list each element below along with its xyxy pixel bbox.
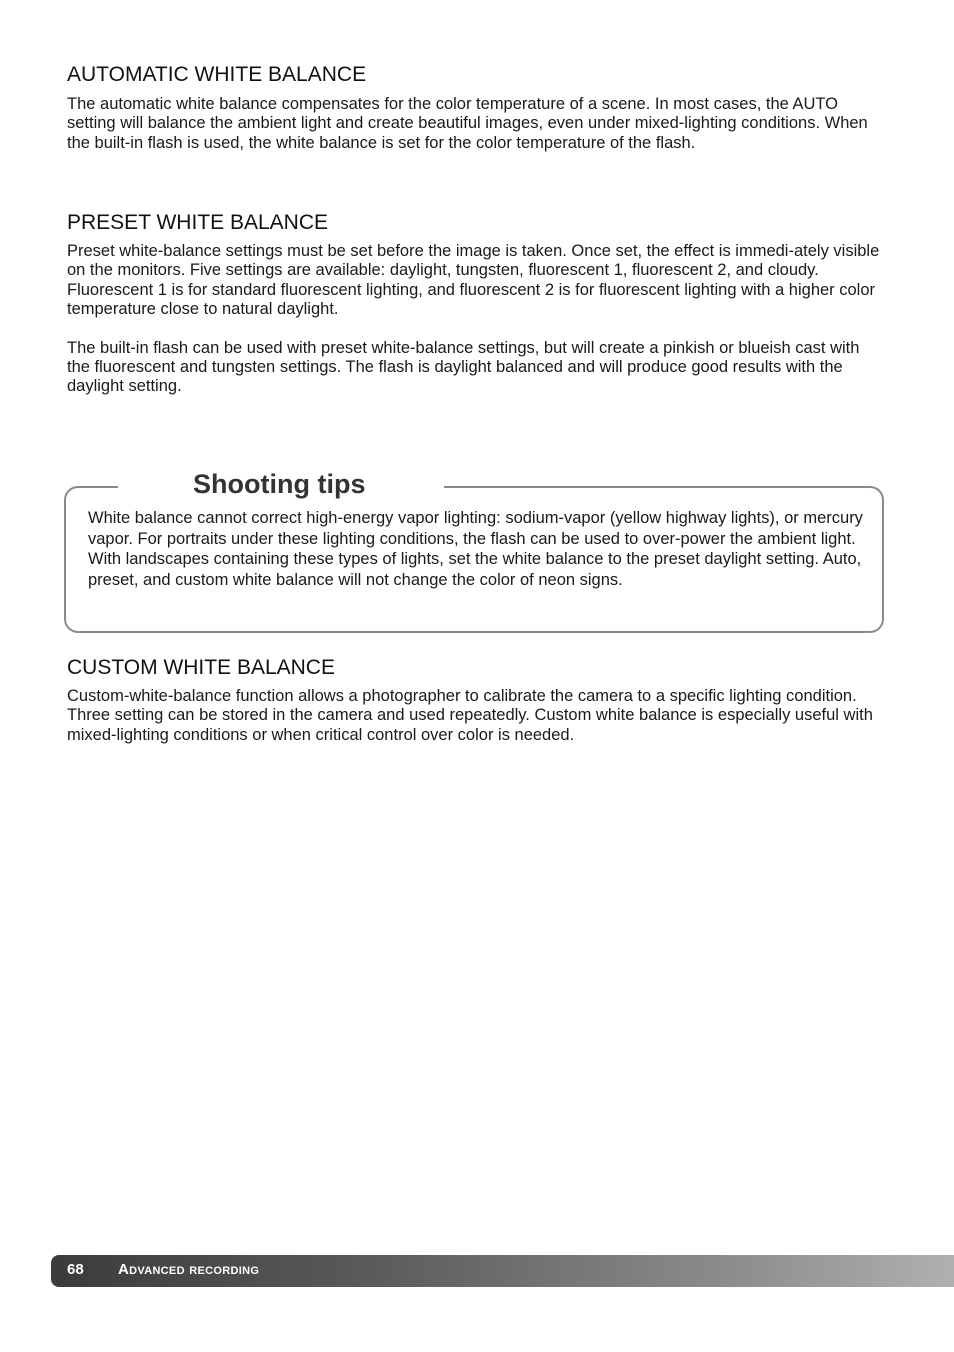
section-automatic-white-balance (67, 62, 882, 153)
section-heading: AUTOMATIC WHITE BALANCE (67, 63, 367, 86)
footer-section-name: Advanced recording (118, 1261, 260, 1278)
section-body: The automatic white balance compensates for the color temperature of a scene. In most cases, the AUTO setting will balance the ambient light and create beautiful images, even under mixed-lighting conditions. When the built-in flash is used, the white balance is set for the color temperature of the flash. (67, 95, 868, 152)
page-number: 68 (67, 1261, 84, 1278)
section-custom-white-balance (67, 655, 882, 745)
shooting-tips-title: Shooting tips (193, 469, 366, 499)
section-body: Custom-white-balance function allows a photographer to calibrate the camera to a specific lighting condition. Three setting can be stored in the camera and used repeatedly. Custom white balance is especially useful with mixed-lighting conditions or when critical control over color is needed. (67, 687, 873, 744)
section-body-paragraph-2: The built-in flash can be used with preset white-balance settings, but will create a pinkish or blueish cast with the fluorescent and tungsten settings. The flash is daylight balanced and will produce good results with the daylight setting. (67, 338, 860, 396)
section-body-paragraph-1: Preset white-balance settings must be set before the image is taken. Once set, the effect is immedi-ately visible on the monitors. Five settings are available: daylight, tungsten, fluorescent 1, fluorescent 2, and cloudy. Fluorescent 1 is for standard fluorescent lighting, and fluorescent 2 is for fluorescent lighting with a higher color temperature close to natural daylight. (67, 242, 880, 319)
section-heading: PRESET WHITE BALANCE (67, 211, 329, 234)
section-preset-white-balance (67, 210, 882, 397)
shooting-tips-body: White balance cannot correct high-energy vapor lighting: sodium-vapor (yellow highway lights), or mercury vapor. For portraits under these lighting conditions, the flash can be used to over-power the ambient light. With landscapes containing these types of lights, set the white balance to the preset daylight setting. Auto, preset, and custom white balance will not change the color of neon signs. (88, 509, 863, 589)
section-heading: CUSTOM WHITE BALANCE (67, 656, 335, 679)
